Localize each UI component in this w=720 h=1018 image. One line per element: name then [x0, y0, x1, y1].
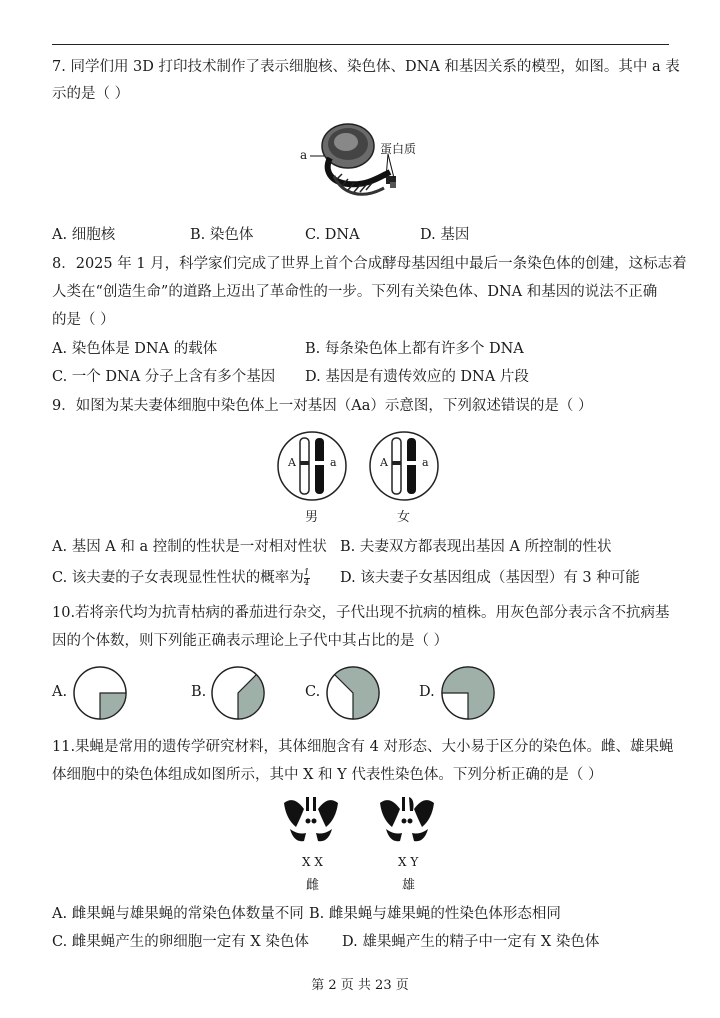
q11-option-d: D. 雄果蝇产生的精子中一定有 X 染色体: [342, 934, 600, 950]
q9-option-b: B. 夫妻双方都表现出基因 A 所控制的性状: [340, 539, 612, 555]
q7-option-c: C. DNA: [305, 227, 360, 243]
q8-stem-line1: 8．2025 年 1 月，科学家们完成了世界上首个合成酵母基因组中最后一条染色体的创建，这标志着: [52, 256, 687, 272]
q7-option-a: A. 细胞核: [52, 227, 116, 243]
q11-option-a: A. 雌果蝇与雄果蝇的常染色体数量不同: [52, 906, 304, 922]
q7-stem-line1: 7. 同学们用 3D 打印技术制作了表示细胞核、染色体、DNA 和基因关系的模型，如图。其中 a 表: [52, 59, 680, 75]
page-footer: 第 2 页 共 23 页: [311, 978, 409, 993]
q10-pie-a-shaded-slice: [100, 693, 126, 719]
q9-option-a: A. 基因 A 和 a 控制的性状是一对相对性状: [52, 539, 327, 555]
q8-stem-line2: 人类在“创造生命”的道路上迈出了革命性的一步。下列有关染色体、DNA 和基因的说法不正确: [52, 284, 658, 300]
q7-stem-line2: 示的是（ ）: [52, 86, 130, 102]
q7-option-b: B. 染色体: [190, 227, 254, 243]
q10-stem-line1: 10.若将亲代均为抗青枯病的番茄进行杂交，子代出现不抗病的植株。用灰色部分表示含不抗病基: [52, 605, 670, 621]
q8-stem-line3: 的是（ ）: [52, 312, 115, 328]
q11-option-b: B. 雌果蝇与雄果蝇的性染色体形态相同: [309, 906, 561, 922]
q8-option-b: B. 每条染色体上都有许多个 DNA: [305, 341, 524, 357]
q11-female-caption: 雌: [306, 878, 320, 893]
q9-female-caption: 女: [397, 510, 411, 525]
q10-option-a-letter: A.: [52, 684, 68, 700]
q10-option-d-letter: D.: [419, 684, 435, 700]
q11-stem-line1: 11.果蝇是常用的遗传学研究材料，其体细胞含有 4 对形态、大小易于区分的染色体。雌、雄果蝇: [52, 739, 674, 755]
q9-stem: 9．如图为某夫妻体细胞中染色体上一对基因（Aa）示意图，下列叙述错误的是（ ）: [52, 398, 593, 414]
q11-stem-line2: 体细胞中的染色体组成如图所示，其中 X 和 Y 代表性染色体。下列分析正确的是（ ）: [52, 767, 603, 783]
q10-option-b-letter: B.: [191, 684, 207, 700]
header-rule: [52, 44, 669, 45]
q11-chromosome-figure: [276, 793, 446, 893]
q10-pie-d: [440, 665, 496, 721]
q9-male-label-a: a: [330, 456, 337, 469]
q7-option-d: D. 基因: [420, 227, 470, 243]
q9-female-label-A: A: [380, 456, 388, 469]
q11-label-xy: X Y: [398, 855, 419, 869]
q9-gene-figure: [276, 428, 446, 528]
q7-label-a: a: [300, 148, 308, 162]
q8-option-d: D. 基因是有遗传效应的 DNA 片段: [305, 369, 529, 385]
q9-option-c-fraction: $\frac{1}{4}$: [303, 567, 310, 588]
q9-option-d: D. 该夫妻子女基因组成（基因型）有 3 种可能: [340, 570, 640, 586]
q8-option-c: C. 一个 DNA 分子上含有多个基因: [52, 369, 276, 385]
q10-stem-line2: 因的个体数，则下列能正确表示理论上子代中其占比的是（ ）: [52, 633, 449, 649]
q10-pie-c: [325, 665, 381, 721]
q11-male-caption: 雄: [402, 878, 416, 893]
q9-female-label-a: a: [422, 456, 429, 469]
q11-option-c: C. 雌果蝇产生的卵细胞一定有 X 染色体: [52, 934, 309, 950]
q10-option-c-letter: C.: [305, 684, 321, 700]
q9-option-c: C. 该夫妻的子女表现显性性状的概率为 $\frac{1}{4}$: [52, 567, 310, 588]
q11-label-xx: X X: [302, 855, 323, 869]
q7-label-protein: 蛋白质: [380, 142, 417, 156]
q9-male-label-A: A: [288, 456, 296, 469]
q10-pie-b: [210, 665, 266, 721]
q8-option-a: A. 染色体是 DNA 的载体: [52, 341, 218, 357]
q9-male-caption: 男: [305, 510, 319, 525]
q10-pie-a: [72, 665, 128, 721]
q7-model-figure: [290, 118, 430, 208]
